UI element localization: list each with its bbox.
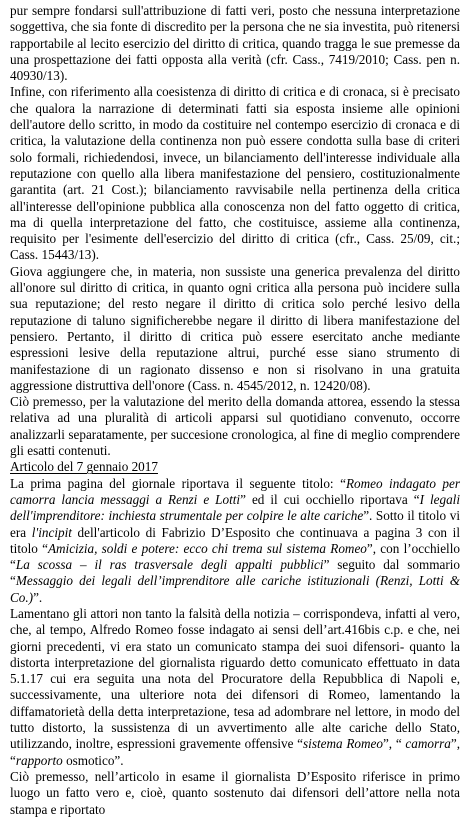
text-segment: ”, con l’occhiello “	[10, 540, 460, 573]
italic-text-segment: rapporto	[15, 752, 63, 768]
text-segment: Infine, con riferimento alla coesistenza di diritto di critica e di cronaca, si è precisato che qualora la narrazione di determinati fatti sia esposta insieme alle opinioni dell'autore dello scritto, in modo da costituire nel contempo esercizio di cronaca e di critica, la valutazione della continenza non può essere condotta sulla base di criteri solo formali, richiedendosi, invece, un bilanciamento dell'interesse individuale alla reputazione con quello alla libera manifestazione del pensiero, costituzionalmente garantita (art. 21 Cost.); bilanciamento ravvisabile nella pertinenza della critica all'interesse dell'opinione pubblica alla conoscenza non del fatto oggetto di critica, ma di quella interpretazione del fatto, che costituisce, assieme alla continenza, requisito per l'esimente dell'esercizio del diritto di critica (cfr., Cass. 25/09, cit.; Cass. 15443/13).	[10, 84, 460, 263]
text-segment: ” ed il cui occhiello riportava “	[240, 491, 420, 507]
paragraph-3	[10, 264, 460, 394]
italic-text-segment: Messaggio dei legali dell’imprenditore alle cariche istituzionali (Renzi, Lotti & Co.)	[10, 573, 460, 605]
italic-text-segment: I legali dell'imprenditore: inchiesta strumentale per colpire le alte cariche	[10, 491, 460, 524]
paragraph-6	[10, 606, 460, 769]
text-segment: Lamentano gli attori non tanto la falsità della notizia – corrispondeva, infatti al vero, che, al tempo, Alfredo Romeo fosse indagato ai sensi dell’art.416bis c.p. e che, nei giorni precedenti, vi era stato un comunicato stampa dei suoi difensori- quanto la distorta interpretazione del giornalista riguardo detto comunicato effettuato in data 5.1.17 cui era seguita una nota del Procuratore della Repubblica di Napoli e, successivamente, una ulteriore nota dei difensori di Romeo, lamentando la diffamatorietà della detta interpretazione, tesa ad adombrare nel lettore, in modo del tutto distorto, la sussistenza di un avvertimento alle alte cariche dello Stato, utilizzando, inoltre, espressioni gravemente offensive “	[10, 605, 460, 752]
text-segment: La prima pagina del giornale riportava il seguente titolo: “	[10, 475, 346, 491]
italic-text-segment: l'incipit	[31, 524, 72, 540]
text-segment: ” seguito dal sommario “	[10, 557, 460, 589]
text-segment: ”, “	[382, 736, 406, 752]
section-heading: Articolo del 7 gennaio 2017	[10, 459, 158, 475]
text-segment: pur sempre fondarsi sull'attribuzione di fatti veri, posto che nessuna interpretazione soggettiva, che sia fonte di discredito per la persona che ne sia investita, può ritenersi rapportabile al lecito esercizio del diritto di critica, quando tragga le sue premesse da una prospettazione dei fatti opposta alla verità (cfr. Cass., 7419/2010; Cass. pen n. 40930/13).	[10, 3, 460, 84]
text-segment: dell'articolo di Fabrizio D’Esposito che continuava a pagina 3 con il titolo “	[10, 524, 460, 556]
italic-text-segment: La scossa – il ras trasversale degli appalti pubblici	[15, 557, 324, 573]
text-segment: Ciò premesso, nell’articolo in esame il giornalista D’Esposito riferisce in primo luogo un fatto vero e, cioè, quanto sostenuto dai difensori dell’attore nella nota stampa e riportato	[10, 768, 460, 817]
italic-text-segment: Romeo indagato per camorra lancia messaggi a Renzi e Lotti	[10, 475, 460, 507]
paragraph-2	[10, 84, 460, 263]
italic-text-segment: Amicizia, soldi e potere: ecco chi trema sul sistema Romeo	[47, 540, 367, 556]
paragraph-4	[10, 394, 460, 459]
paragraph-7	[10, 769, 460, 818]
text-segment: ”. Sotto il titolo vi era	[10, 508, 460, 540]
italic-text-segment: sistema Romeo	[303, 736, 383, 752]
italic-text-segment: camorra	[405, 736, 451, 752]
text-segment: Giova aggiungere che, in materia, non sussiste una generica prevalenza del diritto all'onore sul diritto di critica, in quanto ogni critica alla persona può incidere sulla sua reputazione; del resto negare il diritto di critica solo perché lesivo della reputazione di taluno significherebbe negare il diritto di libera manifestazione del pensiero. Pertanto, il diritto di critica può essere esercitato anche mediante espressioni lesive della reputazione altrui, purché esse siano strumento di manifestazione di un ragionato dissenso e non si risolvano in una gratuita aggressione distruttiva dell'onore (Cass. n. 4545/2012, n. 12420/08).	[10, 263, 460, 393]
paragraph-5	[10, 476, 460, 606]
paragraph-1	[10, 3, 460, 84]
text-segment: osmotico”.	[62, 752, 124, 768]
text-segment: ”.	[33, 589, 43, 605]
text-segment: Ciò premesso, per la valutazione del merito della domanda attorea, essendo la stessa relativa ad una pluralità di articoli apparsi sul quotidiano convenuto, occorre analizzarli separatamente, per succesione cronologica, al fine di meglio comprendere gli esatti contenuti.	[10, 394, 460, 459]
text-segment: ”, “	[10, 736, 460, 768]
